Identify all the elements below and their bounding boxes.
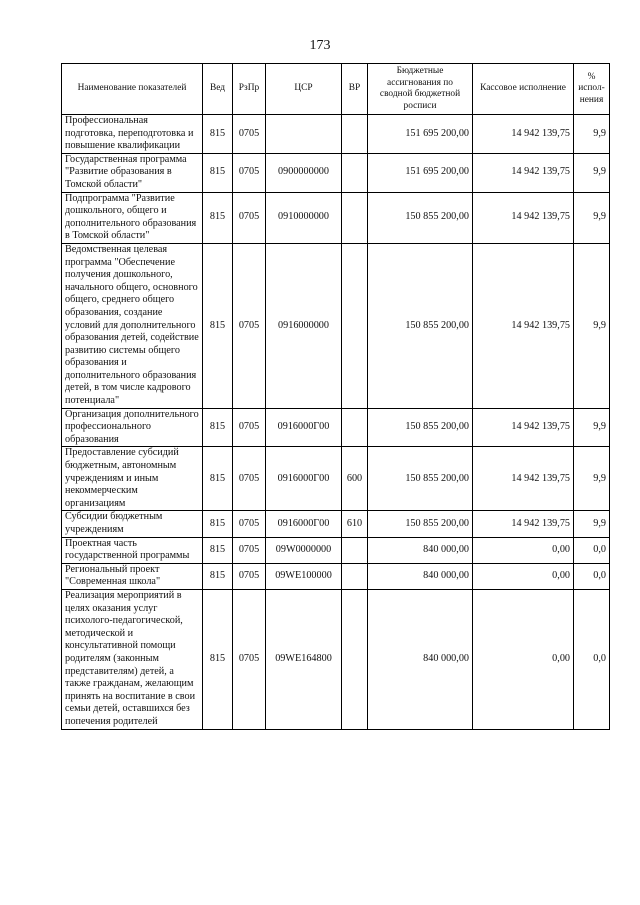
row-ved: 815 — [203, 537, 233, 563]
row-cash-execution: 14 942 139,75 — [473, 511, 574, 537]
row-ved: 815 — [203, 153, 233, 192]
header-name: Наименование показателей — [62, 64, 203, 115]
row-cash-execution: 14 942 139,75 — [473, 192, 574, 243]
row-csr: 09WE100000 — [266, 563, 342, 589]
row-assignments: 150 855 200,00 — [368, 243, 473, 408]
row-assignments: 840 000,00 — [368, 537, 473, 563]
header-percent: % испол-нения — [574, 64, 610, 115]
row-csr: 0916000000 — [266, 243, 342, 408]
page-number: 173 — [309, 38, 331, 53]
row-ved: 815 — [203, 192, 233, 243]
row-percent: 9,9 — [574, 192, 610, 243]
row-csr: 0900000000 — [266, 153, 342, 192]
row-name: Профессиональная подготовка, переподготовка и повышение квалификации — [62, 115, 203, 154]
row-cash-execution: 0,00 — [473, 589, 574, 729]
row-vr — [342, 115, 368, 154]
row-name: Проектная часть государственной программы — [62, 537, 203, 563]
row-ved: 815 — [203, 563, 233, 589]
row-cash-execution: 14 942 139,75 — [473, 153, 574, 192]
row-name: Субсидии бюджетным учреждениям — [62, 511, 203, 537]
row-ved: 815 — [203, 589, 233, 729]
row-rzpr: 0705 — [233, 115, 266, 154]
row-assignments: 150 855 200,00 — [368, 447, 473, 511]
row-name: Ведомственная целевая программа "Обеспечение получения дошкольного, начального общего, основного общего, среднего общего образования, создание условий для дополнительного образования детей, содействие развитию системы общего образования и дополнительного образования детей, в том числе кадрового потенциала" — [62, 243, 203, 408]
header-csr: ЦСР — [266, 64, 342, 115]
row-name: Подпрограмма "Развитие дошкольного, общего и дополнительного образования в Томской области" — [62, 192, 203, 243]
row-rzpr: 0705 — [233, 153, 266, 192]
table-row — [62, 537, 610, 563]
header-rzpr: РзПр — [233, 64, 266, 115]
table-row — [62, 153, 610, 192]
row-name: Организация дополнительного профессионального образования — [62, 408, 203, 447]
row-percent: 9,9 — [574, 511, 610, 537]
header-ved: Вед — [203, 64, 233, 115]
row-assignments: 150 855 200,00 — [368, 192, 473, 243]
table-row — [62, 511, 610, 537]
row-csr — [266, 115, 342, 154]
header-cash-execution: Кассовое исполнение — [473, 64, 574, 115]
table-row — [62, 589, 610, 729]
row-csr: 09WE164800 — [266, 589, 342, 729]
row-rzpr: 0705 — [233, 589, 266, 729]
row-rzpr: 0705 — [233, 563, 266, 589]
row-rzpr: 0705 — [233, 192, 266, 243]
row-vr — [342, 153, 368, 192]
row-csr: 0916000Г00 — [266, 408, 342, 447]
row-assignments: 151 695 200,00 — [368, 153, 473, 192]
row-csr: 0910000000 — [266, 192, 342, 243]
table-row — [62, 243, 610, 408]
table-row — [62, 115, 610, 154]
row-csr: 0916000Г00 — [266, 447, 342, 511]
row-percent: 9,9 — [574, 115, 610, 154]
row-cash-execution: 14 942 139,75 — [473, 447, 574, 511]
row-percent: 0,0 — [574, 589, 610, 729]
row-percent: 9,9 — [574, 447, 610, 511]
table-header-row — [62, 64, 610, 115]
row-vr: 600 — [342, 447, 368, 511]
row-assignments: 150 855 200,00 — [368, 408, 473, 447]
row-assignments: 840 000,00 — [368, 589, 473, 729]
row-name: Региональный проект "Современная школа" — [62, 563, 203, 589]
row-cash-execution: 14 942 139,75 — [473, 408, 574, 447]
row-rzpr: 0705 — [233, 243, 266, 408]
row-ved: 815 — [203, 408, 233, 447]
row-vr — [342, 537, 368, 563]
row-assignments: 840 000,00 — [368, 563, 473, 589]
row-csr: 0916000Г00 — [266, 511, 342, 537]
row-percent: 9,9 — [574, 408, 610, 447]
row-percent: 0,0 — [574, 537, 610, 563]
table-row — [62, 192, 610, 243]
row-ved: 815 — [203, 243, 233, 408]
header-vr: ВР — [342, 64, 368, 115]
row-cash-execution: 14 942 139,75 — [473, 243, 574, 408]
row-vr: 610 — [342, 511, 368, 537]
row-assignments: 151 695 200,00 — [368, 115, 473, 154]
row-rzpr: 0705 — [233, 537, 266, 563]
row-name: Предоставление субсидий бюджетным, автономным учреждениям и иным некоммерческим организациям — [62, 447, 203, 511]
row-rzpr: 0705 — [233, 511, 266, 537]
row-vr — [342, 589, 368, 729]
row-csr: 09W0000000 — [266, 537, 342, 563]
row-percent: 0,0 — [574, 563, 610, 589]
table-row — [62, 563, 610, 589]
row-ved: 815 — [203, 115, 233, 154]
row-rzpr: 0705 — [233, 408, 266, 447]
row-assignments: 150 855 200,00 — [368, 511, 473, 537]
row-vr — [342, 563, 368, 589]
budget-table — [61, 63, 610, 730]
row-percent: 9,9 — [574, 153, 610, 192]
row-rzpr: 0705 — [233, 447, 266, 511]
row-cash-execution: 0,00 — [473, 537, 574, 563]
row-percent: 9,9 — [574, 243, 610, 408]
row-vr — [342, 408, 368, 447]
table-row — [62, 447, 610, 511]
row-ved: 815 — [203, 511, 233, 537]
row-vr — [342, 243, 368, 408]
table-row — [62, 408, 610, 447]
row-cash-execution: 14 942 139,75 — [473, 115, 574, 154]
row-cash-execution: 0,00 — [473, 563, 574, 589]
header-assignments: Бюджетные ассигнования по сводной бюджетной росписи — [368, 64, 473, 115]
row-name: Реализация мероприятий в целях оказания услуг психолого-педагогической, методической и консультативной помощи родителям (законным представителям) детей, а также гражданам, желающим принять на воспитание в свои семьи детей, оставшихся без попечения родителей — [62, 589, 203, 729]
row-vr — [342, 192, 368, 243]
row-ved: 815 — [203, 447, 233, 511]
row-name: Государственная программа "Развитие образования в Томской области" — [62, 153, 203, 192]
